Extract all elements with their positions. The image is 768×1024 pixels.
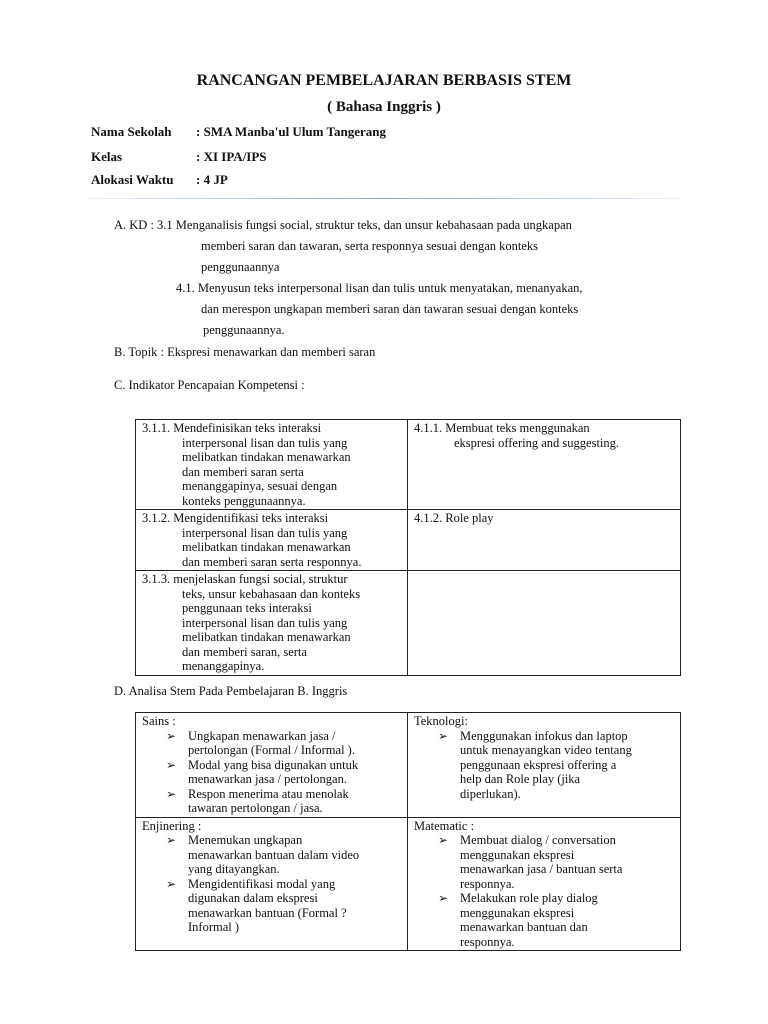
section-a-line: memberi saran dan tawaran, serta responnya sesuai dengan konteks [201,239,539,253]
list-item [166,758,402,787]
table-row [136,713,681,818]
item-line: Menggunakan infokus dan laptop [460,728,628,743]
item-line: Mengidentifikasi modal yang [188,876,336,891]
enjinering-cell [136,817,408,951]
teknologi-list [414,729,675,802]
item-line: untuk menayangkan video tentang [460,743,632,757]
arrow-bullet-icon: ➢ [166,757,177,772]
meta-time [91,172,228,188]
item-line: menawarkan bantuan dalam video [188,847,360,862]
item-line: Informal ) [188,920,240,934]
item-line: menawarkan bantuan (Formal ? [188,905,347,920]
cell-line: 4.1.2. Role play [414,511,494,525]
indicator-table [135,419,681,676]
header-divider [88,198,680,199]
section-a-line: 4.1. Menyusun teks interpersonal lisan dan tulis untuk menyatakan, menanyakan, [176,281,583,295]
document-subtitle: ( Bahasa Inggris ) [327,99,441,115]
sains-cell [136,713,408,818]
cell-line: penggunaan teks interaksi [182,601,312,615]
cell-line: interpersonal lisan dan tulis yang [182,525,348,540]
item-line: menawarkan jasa / pertolongan. [188,772,347,786]
item-line: tawaran pertolongan / jasa. [188,801,323,815]
enjinering-list [142,833,402,935]
section-a-line: penggunaannya [201,260,280,274]
table-cell [408,510,681,571]
table-cell [408,420,681,510]
section-a-line: dan merespon ungkapan memberi saran dan tawaran sesuai dengan konteks [201,302,579,316]
item-line: Membuat dialog / conversation [460,833,616,847]
item-line: pertolongan (Formal / Informal ). [188,743,355,757]
cell-line: dan memberi saran, serta [182,644,307,659]
meta-value: : 4 JP [196,172,228,187]
document-title: RANCANGAN PEMBELAJARAN BERBASIS STEM [196,72,572,89]
table-cell [136,571,408,676]
item-line: Modal yang bisa digunakan untuk [188,757,359,772]
list-item [166,729,402,758]
cell-line: ekspresi offering and suggesting. [454,435,620,450]
section-d-heading: D. Analisa Stem Pada Pembelajaran B. Inggris [114,684,348,698]
arrow-bullet-icon: ➢ [438,833,449,847]
cell-line: melibatkan tindakan menawarkan [182,450,351,464]
matematic-list [414,833,675,949]
cell-line: melibatkan tindakan menawarkan [182,630,351,644]
cell-line: 4.1.1. Membuat teks menggunakan [414,421,590,435]
item-line: menggunakan ekspresi [460,847,575,862]
item-line: menawarkan jasa / bantuan serta [460,862,623,876]
item-line: digunakan dalam ekspresi [188,891,318,905]
cell-line: dan memberi saran serta responnya. [182,554,362,569]
item-line: diperlukan). [460,786,521,801]
enjinering-title: Enjinering : [142,818,202,833]
table-row [136,571,681,676]
list-item [438,729,675,802]
list-item [166,833,402,877]
item-line: help dan Role play (jika [460,772,581,786]
section-c-heading: C. Indikator Pencapaian Kompetensi : [114,378,305,392]
list-item [438,833,675,891]
item-line: menawarkan bantuan dan [460,920,588,934]
arrow-bullet-icon: ➢ [166,728,177,743]
table-cell [136,510,408,571]
arrow-bullet-icon: ➢ [438,728,449,743]
section-b-topic: B. Topik : Ekspresi menawarkan dan memberi saran [114,345,376,359]
arrow-bullet-icon: ➢ [166,786,177,801]
item-line: menggunakan ekspresi [460,905,575,920]
cell-line: 3.1.3. menjelaskan fungsi social, struktur [142,572,348,586]
cell-line: dan memberi saran serta [182,464,304,479]
cell-line: interpersonal lisan dan tulis yang [182,435,348,450]
table-row [136,420,681,510]
item-line: Respon menerima atau menolak [188,786,349,801]
item-line: penggunaan ekspresi offering a [460,757,617,772]
cell-line: melibatkan tindakan menawarkan [182,540,351,554]
arrow-bullet-icon: ➢ [166,876,177,891]
meta-label: Kelas [91,149,123,164]
meta-label: Nama Sekolah [91,124,172,139]
list-item [166,787,402,816]
arrow-bullet-icon: ➢ [438,891,449,905]
stem-analysis-table [135,712,681,951]
table-row [136,817,681,951]
arrow-bullet-icon: ➢ [166,833,177,847]
meta-label: Alokasi Waktu [91,172,174,187]
table-row [136,510,681,571]
cell-line: konteks penggunaannya. [182,493,306,508]
item-line: responnya. [460,934,515,949]
sains-title: Sains : [142,714,176,728]
cell-line: teks, unsur kebahasaan dan konteks [182,586,361,601]
item-line: yang ditayangkan. [188,862,280,876]
cell-line: menanggapinya, sesuai dengan [182,479,338,493]
table-cell [136,420,408,510]
item-line: Ungkapan menawarkan jasa / [188,728,336,743]
item-line: responnya. [460,876,515,891]
matematic-title: Matematic : [414,818,475,833]
meta-value: : XI IPA/IPS [196,149,267,164]
meta-school [91,124,386,140]
item-line: Melakukan role play dialog [460,891,598,905]
list-item [166,877,402,935]
teknologi-title: Teknologi: [414,714,468,728]
cell-line: interpersonal lisan dan tulis yang [182,615,348,630]
item-line: Menemukan ungkapan [188,833,303,847]
cell-line: menanggapinya. [182,659,265,673]
cell-line: 3.1.1. Mendefinisikan teks interaksi [142,421,322,435]
meta-value: : SMA Manba'ul Ulum Tangerang [196,124,386,139]
meta-class [91,149,267,165]
section-a-line: penggunaannya. [203,323,285,337]
matematic-cell [408,817,681,951]
table-cell [408,571,681,676]
cell-line: 3.1.2. Mengidentifikasi teks interaksi [142,511,329,525]
list-item [438,891,675,949]
sains-list [142,729,402,816]
teknologi-cell [408,713,681,818]
section-a-line: A. KD : 3.1 Menganalisis fungsi social, struktur teks, dan unsur kebahasaan pada ungkapan [114,218,572,232]
